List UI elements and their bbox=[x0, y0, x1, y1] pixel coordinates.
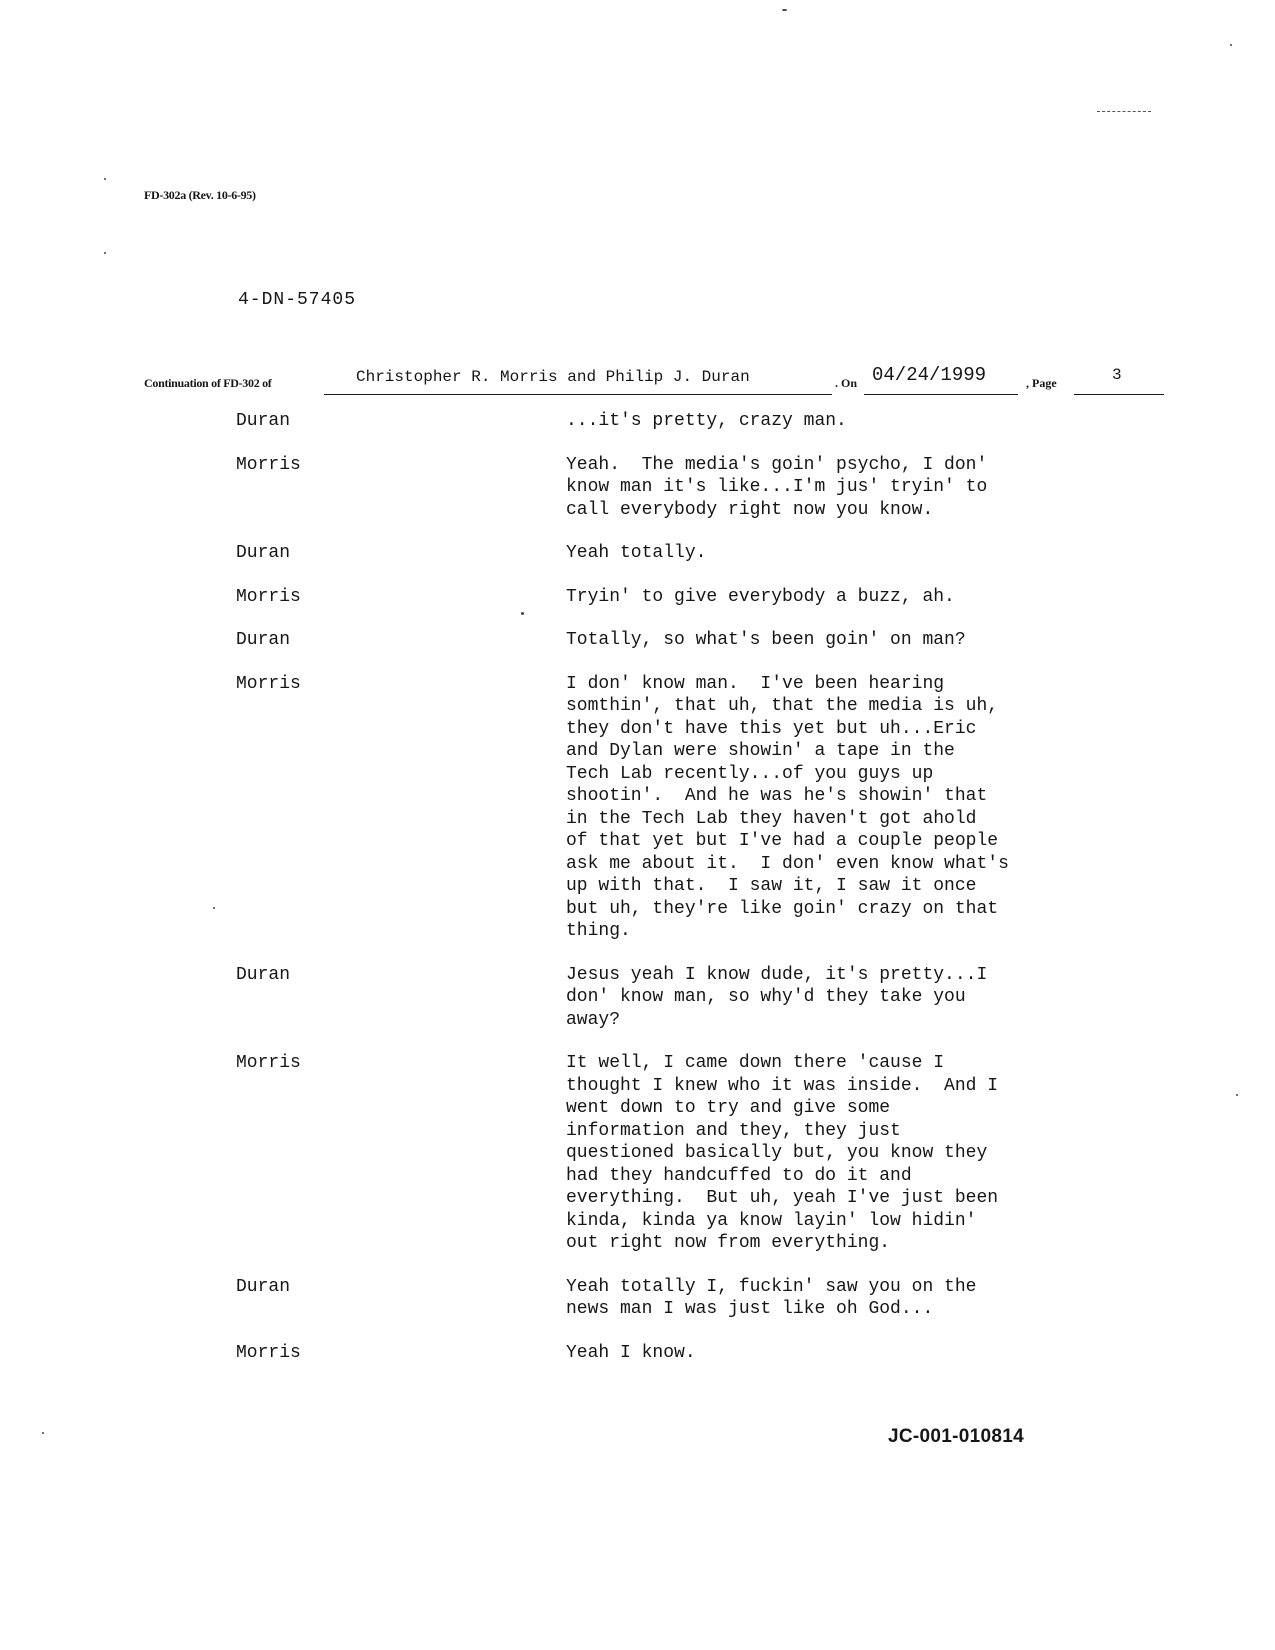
continuation-header bbox=[144, 362, 1174, 396]
transcript-entry bbox=[236, 1052, 1106, 1255]
utterance-text: Yeah I know. bbox=[566, 1342, 696, 1363]
scan-mark bbox=[1097, 111, 1151, 112]
transcript-entry bbox=[236, 629, 1106, 652]
utterance-text: Jesus yeah I know dude, it's pretty...I don' know man, so why'd they take you away? bbox=[566, 964, 988, 1030]
subject-underline bbox=[324, 394, 832, 395]
scan-speck bbox=[42, 1432, 44, 1434]
speaker-name: Morris bbox=[236, 673, 301, 694]
file-number: 4-DN-57405 bbox=[238, 290, 357, 310]
bates-number: JC-001-010814 bbox=[888, 1426, 1024, 1447]
utterance-text: ...it's pretty, crazy man. bbox=[566, 411, 847, 431]
utterance-text: Yeah totally. bbox=[566, 543, 707, 563]
speaker-name: Duran bbox=[236, 630, 291, 650]
speaker-name: Duran bbox=[236, 411, 291, 431]
speaker-name: Duran bbox=[236, 543, 291, 563]
continuation-date: 04/24/1999 bbox=[872, 364, 987, 386]
form-id: FD-302a (Rev. 10-6-95) bbox=[144, 188, 256, 202]
utterance-text: Totally, so what's been goin' on man? bbox=[566, 630, 966, 650]
utterance-text: I don' know man. I've been hearing somthin', that uh, that the media is uh, they don't have this yet but uh...Eric and Dylan were showin' a tape in the Tech Lab recently...of you guys up shootin'. And he was he's showin' that in the Tech Lab they haven't got ahold of that yet but I've had a couple people ask me about it. I don' even know what's up with that. I saw it, I saw it once but uh, they're like goin' crazy on that thing. bbox=[566, 673, 1009, 941]
continuation-page-number: 3 bbox=[1112, 366, 1122, 384]
speaker-name: Morris bbox=[236, 1053, 301, 1073]
continuation-page-label: , Page bbox=[1026, 376, 1057, 390]
speaker-name: Morris bbox=[236, 454, 301, 475]
utterance-text: Yeah totally I, fuckin' saw you on the news man I was just like oh God... bbox=[566, 1276, 977, 1319]
page-underline bbox=[1074, 394, 1164, 395]
scan-speck bbox=[104, 178, 106, 180]
utterance-text: It well, I came down there 'cause I thought I knew who it was inside. And I went down to try and give some information and they, they just questioned basically but, you know they had they handcuffed to do it and everything. But uh, yeah I've just been kinda, kinda ya know layin' low hidin' out right now from everything. bbox=[566, 1053, 999, 1253]
speaker-name: Morris bbox=[236, 586, 301, 607]
scan-speck bbox=[1236, 1094, 1238, 1096]
transcript-entry bbox=[236, 586, 1106, 609]
scan-speck bbox=[213, 907, 215, 909]
utterance-text: Yeah. The media's goin' psycho, I don' know man it's like...I'm jus' tryin' to call everybody right now you know. bbox=[566, 454, 988, 520]
speaker-name: Duran bbox=[236, 964, 291, 985]
transcript-entry bbox=[236, 454, 1106, 522]
speaker-name: Duran bbox=[236, 1276, 291, 1297]
continuation-on-label: . On bbox=[835, 376, 858, 390]
transcript-entry bbox=[236, 673, 1106, 943]
transcript-entry bbox=[236, 1342, 1106, 1365]
transcript-entry bbox=[236, 410, 1106, 433]
scan-speck bbox=[782, 9, 787, 11]
transcript-entry bbox=[236, 964, 1106, 1032]
transcript-entry bbox=[236, 1276, 1106, 1321]
speaker-name: Morris bbox=[236, 1342, 301, 1363]
date-underline bbox=[864, 394, 1018, 395]
scan-speck bbox=[104, 252, 106, 254]
transcript bbox=[236, 410, 1106, 1364]
scan-speck bbox=[1230, 44, 1232, 46]
continuation-label: Continuation of FD-302 of bbox=[144, 376, 272, 390]
utterance-text: Tryin' to give everybody a buzz, ah. bbox=[566, 586, 955, 607]
transcript-entry bbox=[236, 542, 1106, 565]
continuation-subject: Christopher R. Morris and Philip J. Duran bbox=[356, 368, 750, 386]
